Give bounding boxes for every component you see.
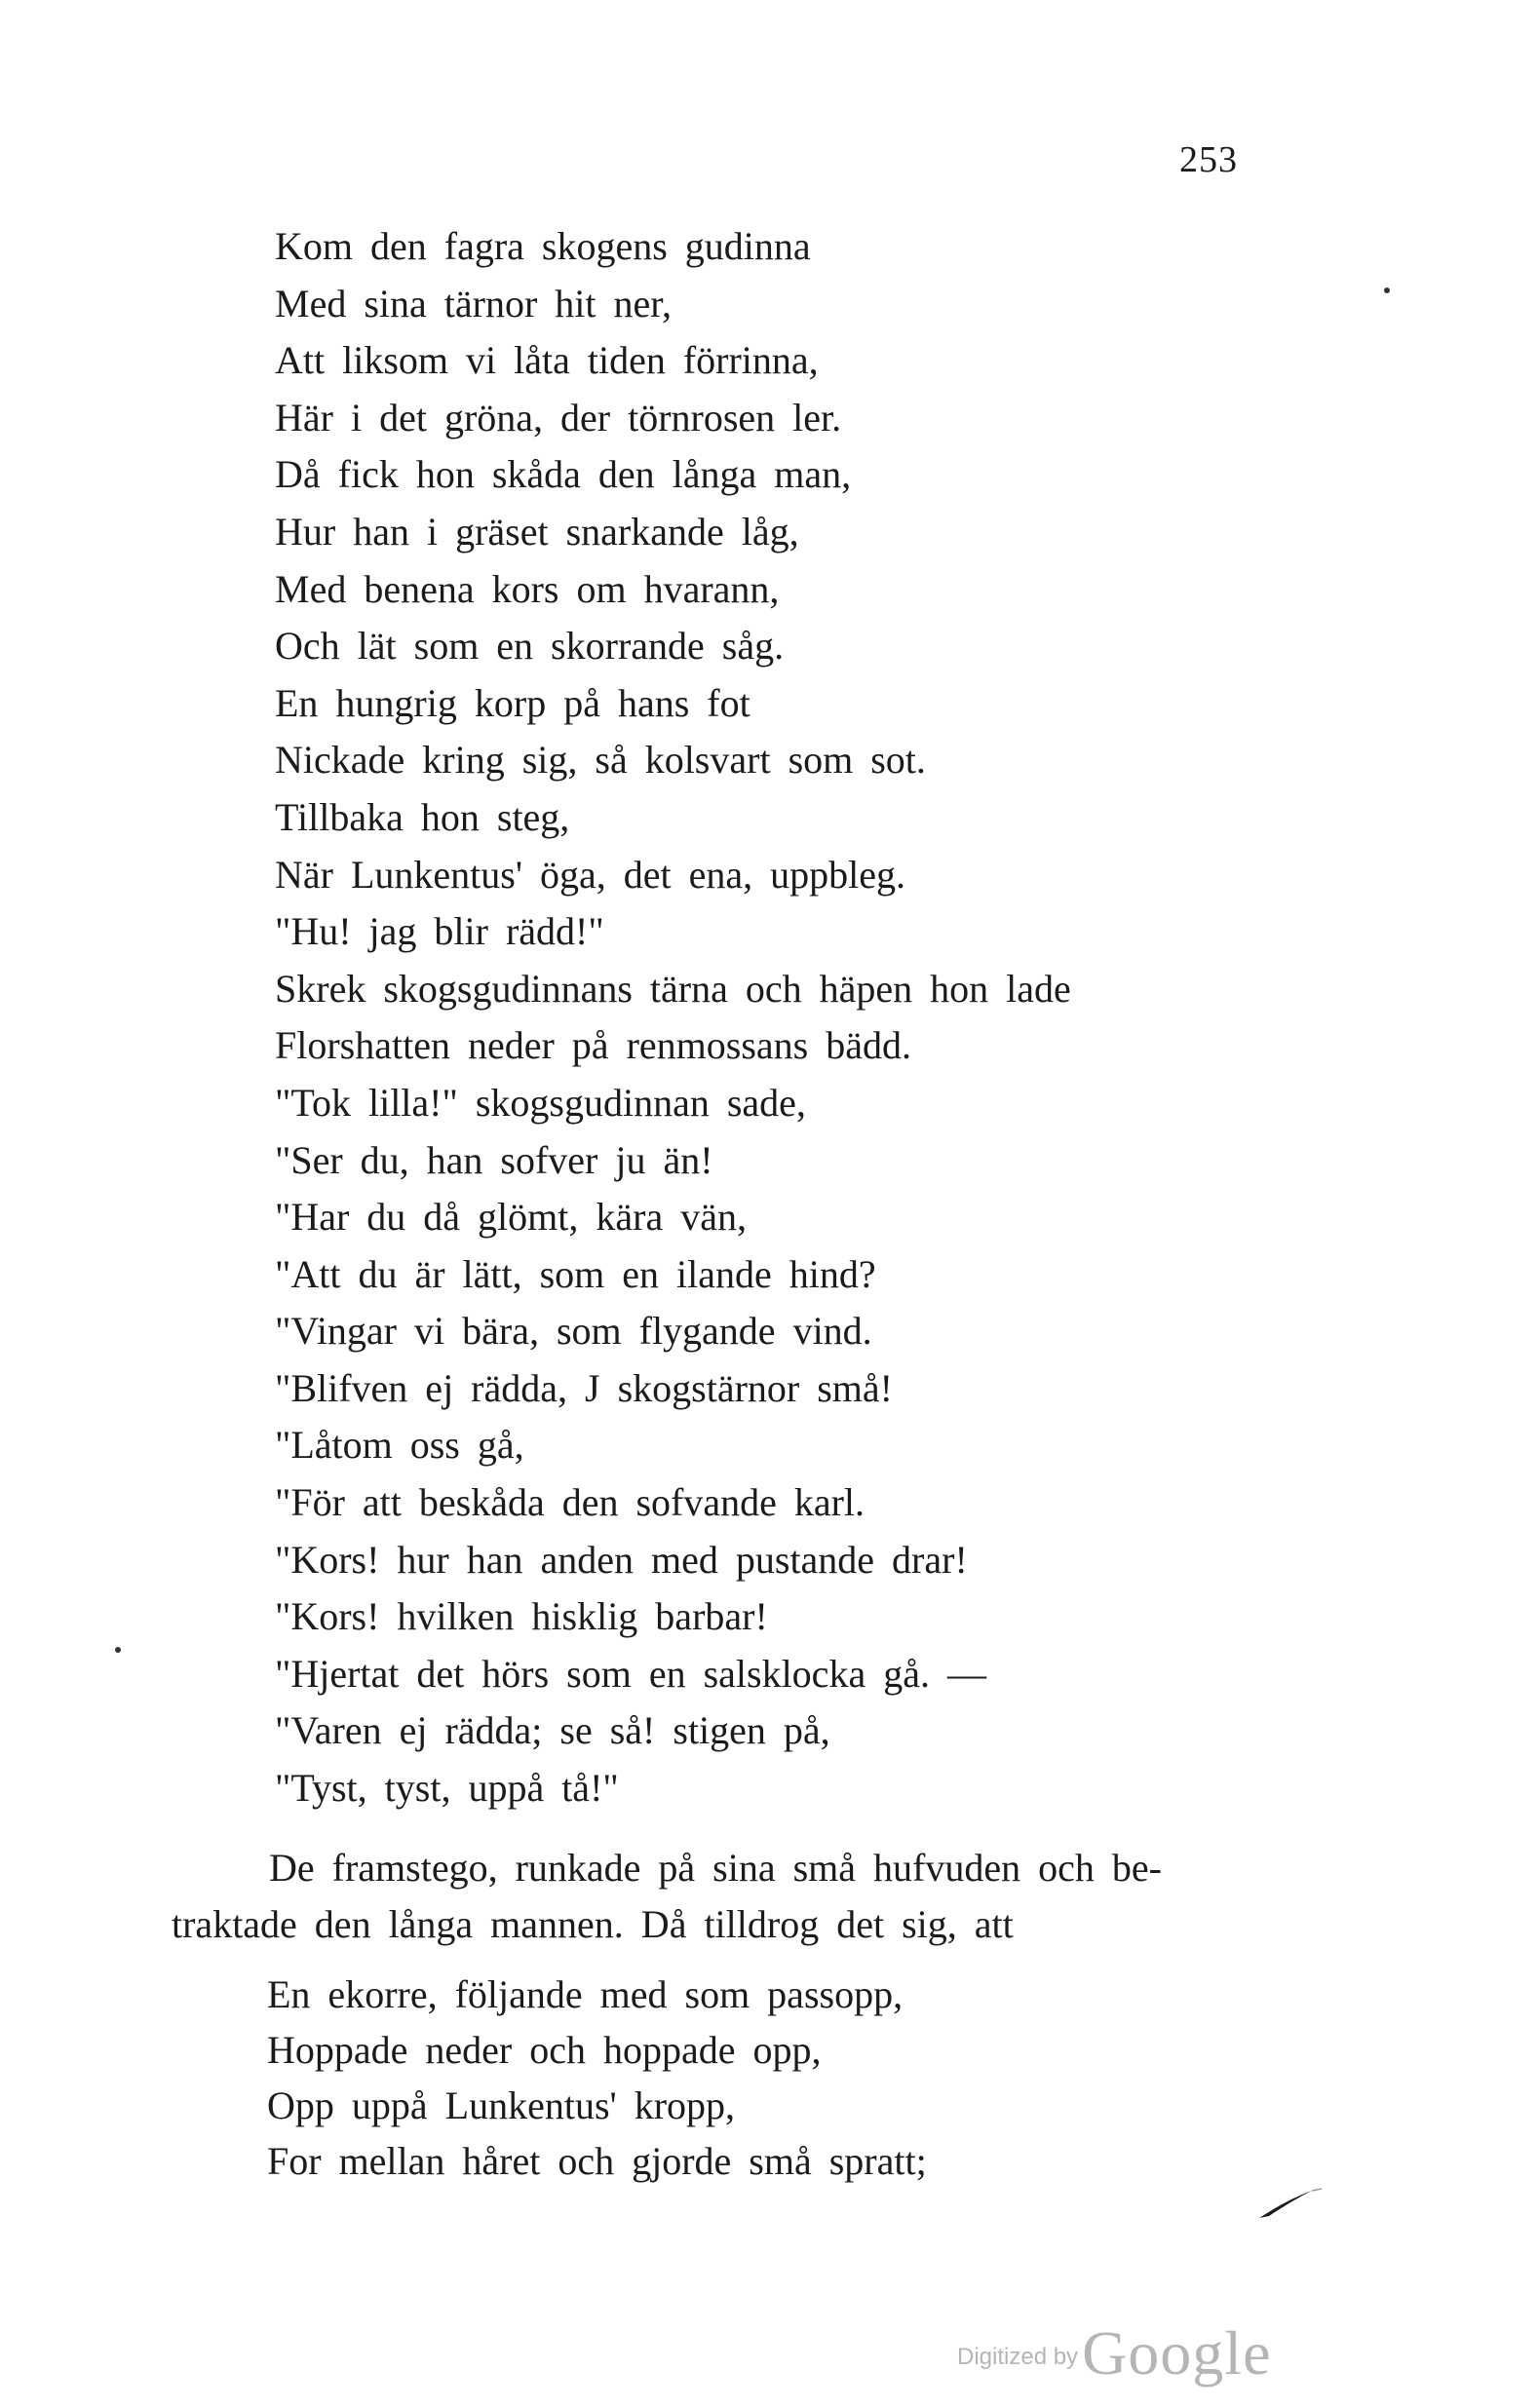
verse-line: Här i det gröna, der törnrosen ler.	[275, 395, 842, 440]
verse-line: "För att beskåda den sofvande karl.	[275, 1480, 866, 1525]
verse-line: For mellan håret och gjorde små spratt;	[267, 2139, 927, 2183]
digitized-watermark	[957, 2317, 1271, 2389]
verse-line: "Kors! hur han anden med pustande drar!	[275, 1537, 968, 1582]
verse-line: När Lunkentus' öga, det ena, uppbleg.	[275, 852, 906, 897]
verse-line: "Vingar vi bära, som flygande vind.	[275, 1309, 872, 1354]
verse-line: "Ser du, han sofver ju än!	[275, 1137, 713, 1182]
verse-line: "Låtom oss gå,	[275, 1423, 524, 1468]
verse-line: "Kors! hvilken hisklig barbar!	[275, 1594, 768, 1639]
verse-line: Skrek skogsgudinnans tärna och häpen hon lade	[275, 966, 1071, 1011]
verse-line: Nickade kring sig, så kolsvart som sot.	[275, 738, 926, 783]
verse-line: Med sina tärnor hit ner,	[275, 281, 672, 325]
verse-line: Att liksom vi låta tiden förrinna,	[275, 338, 819, 383]
ink-speck	[115, 1647, 121, 1653]
watermark-brand: Google	[1082, 2318, 1272, 2388]
verse-line: Tillbaka hon steg,	[275, 794, 570, 839]
verse-line: Florshatten neder på renmossans bädd.	[275, 1023, 911, 1068]
verse-line: "Har du då glömt, kära vän,	[275, 1195, 747, 1240]
prose-line: traktade den långa mannen. Då tilldrog det sig, att	[172, 1902, 1014, 1946]
watermark-prefix: Digitized by	[957, 2344, 1079, 2370]
verse-line: Kom den fagra skogens gudinna	[275, 224, 811, 268]
verse-line: "Varen ej rädda; se så! stigen på,	[275, 1708, 830, 1753]
verse-line: "Blifven ej rädda, J skogstärnor små!	[275, 1365, 893, 1410]
prose-line: De framstego, runkade på sina små hufvuden och be-	[269, 1846, 1162, 1890]
verse-line: Hur han i gräset snarkande låg,	[275, 509, 799, 554]
poem-stanza	[275, 218, 1071, 1817]
page-number: 253	[1179, 139, 1238, 180]
verse-line: "Att du är lätt, som en ilande hind?	[275, 1251, 876, 1296]
verse-line: "Tyst, tyst, uppå tå!"	[275, 1766, 619, 1811]
verse-line: En hungrig korp på hans fot	[275, 680, 750, 725]
verse-line: Då fick hon skåda den långa man,	[275, 452, 852, 497]
prose-paragraph	[172, 1840, 1162, 1953]
verse-line: "Hu! jag blir rädd!"	[275, 909, 604, 954]
verse-line: "Hjertat det hörs som en salsklocka gå. —	[275, 1651, 986, 1696]
verse-line: En ekorre, följande med som passopp,	[267, 1972, 904, 2016]
poem-stanza	[267, 1967, 927, 2189]
verse-line: Och lät som en skorrande såg.	[275, 624, 785, 669]
verse-line: Med benena kors om hvarann,	[275, 566, 780, 611]
ink-speck	[1384, 287, 1390, 293]
quill-mark-icon	[1257, 2183, 1326, 2222]
verse-line: Hoppade neder och hoppade opp,	[267, 2028, 822, 2072]
verse-line: "Tok lilla!" skogsgudinnan sade,	[275, 1080, 806, 1125]
verse-line: Opp uppå Lunkentus' kropp,	[267, 2083, 736, 2127]
